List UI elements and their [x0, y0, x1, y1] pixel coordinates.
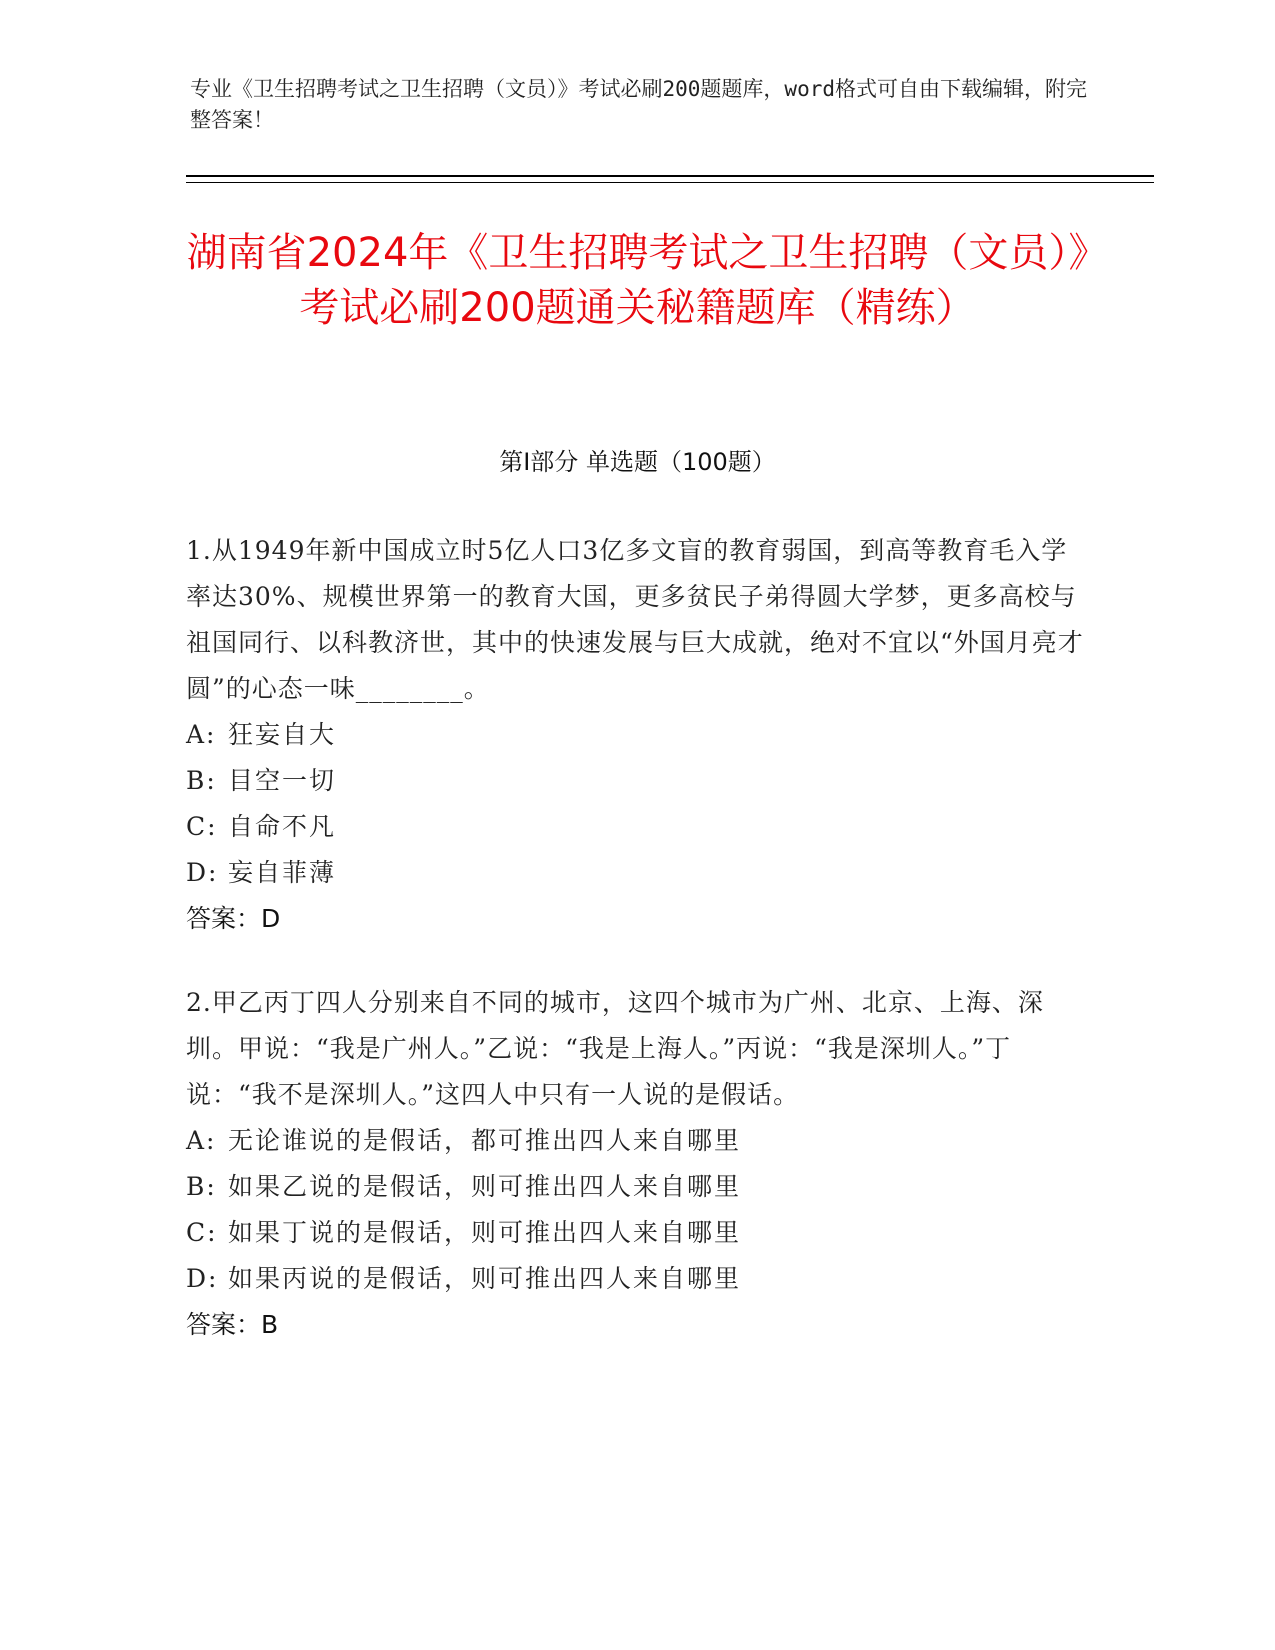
- option-key: A:: [186, 1126, 217, 1155]
- option-d: [186, 850, 1086, 896]
- question-stem: 2.甲乙丙丁四人分别来自不同的城市，这四个城市为广州、北京、上海、深圳。甲说：“我是广州人。”乙说：“我是上海人。”丙说：“我是深圳人。”丁说：“我不是深圳人。”这四人中只有一人说的是假话。: [186, 988, 1044, 1109]
- option-text: 如果丙说的是假话，则可推出四人来自哪里: [228, 1264, 742, 1293]
- option-text: 无论谁说的是假话，都可推出四人来自哪里: [228, 1126, 742, 1155]
- header-rule-thick: [186, 175, 1154, 177]
- answer-line: 答案：B: [186, 1310, 279, 1339]
- option-a: [186, 1118, 1086, 1164]
- option-key: C:: [186, 1218, 218, 1247]
- option-text: 如果丁说的是假话，则可推出四人来自哪里: [228, 1218, 742, 1247]
- option-key: B:: [186, 766, 217, 795]
- section-title: 第Ⅰ部分 单选题（100题）: [499, 448, 776, 476]
- option-text: 妄自菲薄: [228, 858, 337, 887]
- option-text: 自命不凡: [228, 812, 337, 841]
- option-key: B:: [186, 1172, 217, 1201]
- option-text: 如果乙说的是假话，则可推出四人来自哪里: [228, 1172, 742, 1201]
- header-rule-thin: [186, 182, 1154, 183]
- question-stem: 1.从1949年新中国成立时5亿人口3亿多文盲的教育弱国，到高等教育毛入学率达30%、规模世界第一的教育大国，更多贫民子弟得圆大学梦，更多高校与祖国同行、以科教济世，其中的快速发展与巨大成就，绝对不宜以“外国月亮才圆”的心态一味________。: [186, 536, 1084, 703]
- header-note: 专业《卫生招聘考试之卫生招聘（文员）》考试必刷200题题库，word格式可自由下载编辑，附完整答案！: [190, 77, 1087, 132]
- option-d: [186, 1256, 1086, 1302]
- option-key: C:: [186, 812, 218, 841]
- option-a: [186, 712, 1086, 758]
- option-c: [186, 804, 1086, 850]
- option-key: D:: [186, 858, 219, 887]
- answer-line: 答案：D: [186, 904, 281, 933]
- document-title: 湖南省2024年《卫生招聘考试之卫生招聘（文员）》考试必刷200题通关秘籍题库（精练）: [186, 230, 1089, 331]
- option-key: D:: [186, 1264, 219, 1293]
- option-b: [186, 1164, 1086, 1210]
- option-text: 狂妄自大: [228, 720, 337, 749]
- option-text: 目空一切: [228, 766, 337, 795]
- option-b: [186, 758, 1086, 804]
- question-block: [186, 980, 1086, 1348]
- option-key: A:: [186, 720, 217, 749]
- question-block: [186, 528, 1086, 942]
- option-c: [186, 1210, 1086, 1256]
